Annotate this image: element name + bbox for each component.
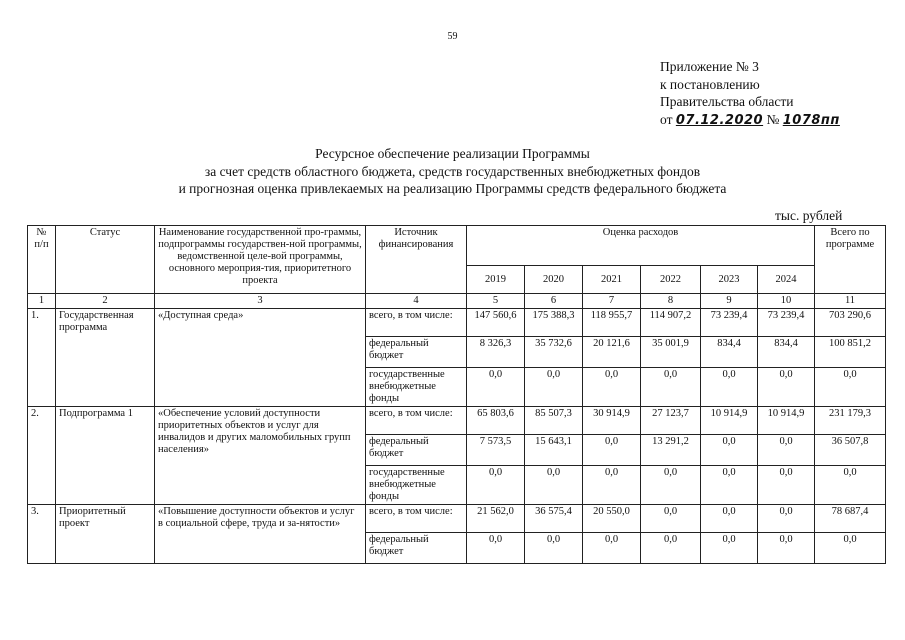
table-row bbox=[28, 407, 886, 435]
row-number: 1. bbox=[28, 309, 56, 407]
amount-cell: 0,0 bbox=[758, 368, 815, 407]
amount-cell: 834,4 bbox=[758, 337, 815, 368]
amount-cell: 147 560,6 bbox=[467, 309, 525, 337]
appendix-prefix: от bbox=[660, 111, 673, 127]
amount-cell: 0,0 bbox=[758, 505, 815, 533]
header-year: 2020 bbox=[525, 266, 583, 294]
funding-source: всего, в том числе: bbox=[366, 407, 467, 435]
amount-cell: 78 687,4 bbox=[815, 505, 886, 533]
column-number: 10 bbox=[758, 294, 815, 309]
amount-cell: 15 643,1 bbox=[525, 435, 583, 466]
handwritten-number: 1078пп bbox=[782, 112, 840, 128]
amount-cell: 36 575,4 bbox=[525, 505, 583, 533]
row-status: Государственная программа bbox=[56, 309, 155, 407]
handwritten-date: 07.12.2020 bbox=[675, 112, 764, 128]
amount-cell: 0,0 bbox=[641, 368, 701, 407]
funding-source: федеральный бюджет bbox=[366, 435, 467, 466]
amount-cell: 0,0 bbox=[815, 466, 886, 505]
amount-cell: 73 239,4 bbox=[701, 309, 758, 337]
amount-cell: 0,0 bbox=[467, 533, 525, 564]
column-number: 6 bbox=[525, 294, 583, 309]
amount-cell: 0,0 bbox=[815, 368, 886, 407]
amount-cell: 0,0 bbox=[701, 533, 758, 564]
header-name: Наименование государственной про-граммы, подпрограммы государствен-ной программы, ведомственной целе-вой программы, основного мероприя-тия, приоритетного проекта bbox=[155, 226, 366, 294]
amount-cell: 100 851,2 bbox=[815, 337, 886, 368]
amount-cell: 20 550,0 bbox=[583, 505, 641, 533]
appendix-block bbox=[660, 58, 840, 129]
amount-cell: 231 179,3 bbox=[815, 407, 886, 435]
amount-cell: 65 803,6 bbox=[467, 407, 525, 435]
amount-cell: 0,0 bbox=[583, 368, 641, 407]
column-number: 2 bbox=[56, 294, 155, 309]
amount-cell: 30 914,9 bbox=[583, 407, 641, 435]
amount-cell: 0,0 bbox=[641, 505, 701, 533]
column-number: 5 bbox=[467, 294, 525, 309]
funding-source: федеральный бюджет bbox=[366, 533, 467, 564]
funding-source: государственные внебюджетные фонды bbox=[366, 466, 467, 505]
amount-cell: 0,0 bbox=[758, 466, 815, 505]
amount-cell: 0,0 bbox=[641, 466, 701, 505]
amount-cell: 21 562,0 bbox=[467, 505, 525, 533]
amount-cell: 0,0 bbox=[701, 435, 758, 466]
amount-cell: 118 955,7 bbox=[583, 309, 641, 337]
amount-cell: 0,0 bbox=[583, 466, 641, 505]
header-num: № п/п bbox=[28, 226, 56, 294]
funding-source: федеральный бюджет bbox=[366, 337, 467, 368]
header-status: Статус bbox=[56, 226, 155, 294]
funding-source: всего, в том числе: bbox=[366, 309, 467, 337]
header-source: Источник финансирования bbox=[366, 226, 467, 294]
funding-source: государственные внебюджетные фонды bbox=[366, 368, 467, 407]
number-label: № bbox=[766, 111, 780, 127]
row-status: Приоритетный проект bbox=[56, 505, 155, 564]
amount-cell: 0,0 bbox=[583, 435, 641, 466]
header-year: 2022 bbox=[641, 266, 701, 294]
amount-cell: 35 001,9 bbox=[641, 337, 701, 368]
column-number: 7 bbox=[583, 294, 641, 309]
amount-cell: 0,0 bbox=[701, 505, 758, 533]
column-number: 8 bbox=[641, 294, 701, 309]
amount-cell: 73 239,4 bbox=[758, 309, 815, 337]
header-year: 2021 bbox=[583, 266, 641, 294]
amount-cell: 703 290,6 bbox=[815, 309, 886, 337]
column-number: 3 bbox=[155, 294, 366, 309]
header-year: 2019 bbox=[467, 266, 525, 294]
column-number: 9 bbox=[701, 294, 758, 309]
amount-cell: 8 326,3 bbox=[467, 337, 525, 368]
amount-cell: 85 507,3 bbox=[525, 407, 583, 435]
funding-source: всего, в том числе: bbox=[366, 505, 467, 533]
title-line-1: Ресурсное обеспечение реализации Программы bbox=[315, 146, 590, 161]
table-row bbox=[28, 309, 886, 337]
resource-table bbox=[27, 225, 886, 564]
amount-cell: 35 732,6 bbox=[525, 337, 583, 368]
column-number: 11 bbox=[815, 294, 886, 309]
amount-cell: 0,0 bbox=[583, 533, 641, 564]
row-name: «Повышение доступности объектов и услуг в социальной сфере, труда и за-нятости» bbox=[155, 505, 366, 564]
row-name: «Доступная среда» bbox=[155, 309, 366, 407]
row-status: Подпрограмма 1 bbox=[56, 407, 155, 505]
amount-cell: 0,0 bbox=[701, 368, 758, 407]
amount-cell: 7 573,5 bbox=[467, 435, 525, 466]
title-line-2: за счет средств областного бюджета, средств государственных внебюджетных фондов bbox=[204, 163, 701, 179]
column-number: 1 bbox=[28, 294, 56, 309]
amount-cell: 114 907,2 bbox=[641, 309, 701, 337]
amount-cell: 0,0 bbox=[525, 368, 583, 407]
amount-cell: 0,0 bbox=[815, 533, 886, 564]
header-year: 2024 bbox=[758, 266, 815, 294]
amount-cell: 834,4 bbox=[701, 337, 758, 368]
amount-cell: 10 914,9 bbox=[701, 407, 758, 435]
amount-cell: 175 388,3 bbox=[525, 309, 583, 337]
header-year: 2023 bbox=[701, 266, 758, 294]
appendix-line-3: Правительства области bbox=[660, 94, 794, 109]
amount-cell: 20 121,6 bbox=[583, 337, 641, 368]
amount-cell: 36 507,8 bbox=[815, 435, 886, 466]
amount-cell: 0,0 bbox=[701, 466, 758, 505]
amount-cell: 0,0 bbox=[467, 368, 525, 407]
amount-cell: 27 123,7 bbox=[641, 407, 701, 435]
row-number: 3. bbox=[28, 505, 56, 564]
amount-cell: 13 291,2 bbox=[641, 435, 701, 466]
header-estimate: Оценка расходов bbox=[467, 226, 815, 266]
title-line-3: и прогнозная оценка привлекаемых на реализацию Программы средств федерального бюджета bbox=[178, 181, 727, 196]
amount-cell: 0,0 bbox=[758, 533, 815, 564]
table-row bbox=[28, 505, 886, 533]
header-total: Всего по программе bbox=[815, 226, 886, 294]
amount-cell: 0,0 bbox=[758, 435, 815, 466]
amount-cell: 0,0 bbox=[467, 466, 525, 505]
document-title bbox=[0, 145, 905, 198]
appendix-line-2: к постановлению bbox=[660, 76, 760, 92]
units-label: тыс. рублей bbox=[775, 208, 843, 223]
row-number: 2. bbox=[28, 407, 56, 505]
amount-cell: 10 914,9 bbox=[758, 407, 815, 435]
appendix-line-4 bbox=[660, 111, 840, 130]
row-name: «Обеспечение условий доступности приоритетных объектов и услуг для инвалидов и других маломобильных групп населения» bbox=[155, 407, 366, 505]
page-number: 59 bbox=[447, 31, 458, 42]
amount-cell: 0,0 bbox=[525, 533, 583, 564]
column-number: 4 bbox=[366, 294, 467, 309]
appendix-line-1: Приложение № 3 bbox=[660, 59, 759, 74]
amount-cell: 0,0 bbox=[525, 466, 583, 505]
amount-cell: 0,0 bbox=[641, 533, 701, 564]
